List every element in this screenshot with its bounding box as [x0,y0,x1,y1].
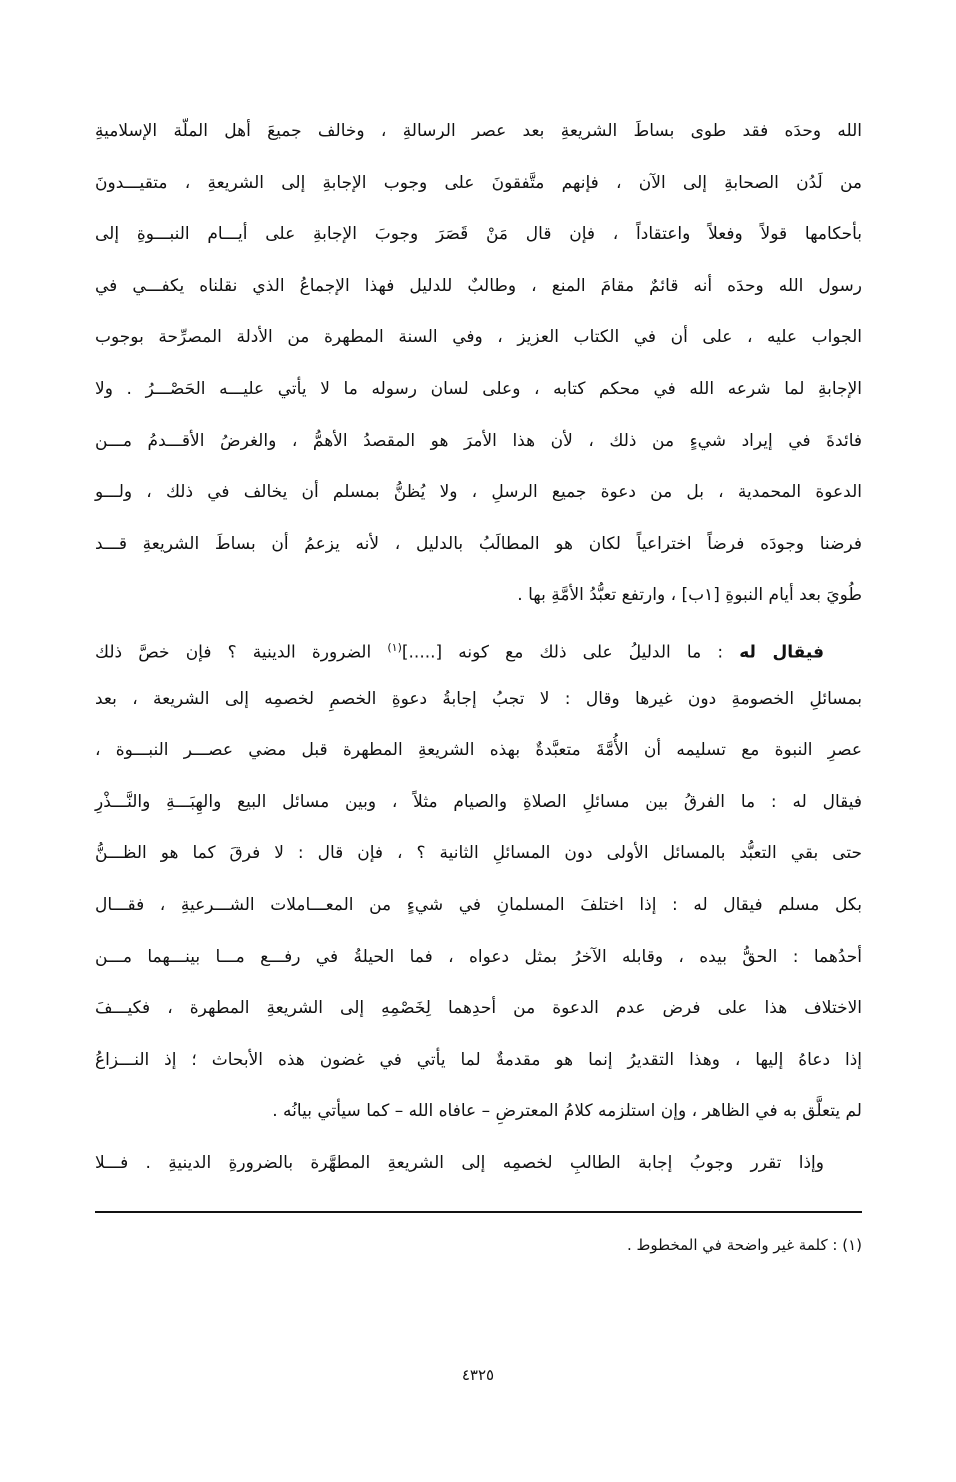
text-line: من لَدُن الصحابةِ إلى الآن ، فإنهم متَّفقونَ على وجوب الإجابةِ إلى الشريعةِ ، متقيـــدونَ [95,172,862,193]
text-line: حتى بقي التعبُّد بالمسائل الأولى دون المسائلِ الثانية ؟ ، فإن قال : لا فرقَ كما هو الظـــنُّ [95,843,862,864]
text-line: لم يتعلَّق به في الظاهر ، وإن استلزمه كلامُ المعترضِ – عافاه الله – كما سيأتي بيانُه . [272,1101,862,1122]
footnote-divider [95,1211,862,1213]
paragraph-start-line [95,622,862,674]
text-line: عصرِ النبوة مع تسليمه أن الأُمَّةَ متعبَّدةٌ بهذه الشريعةِ المطهرة قبل مضي عصـــر النبـــوة ، [95,740,862,761]
text-line: الجواب عليه ، على أن في الكتاب العزيز ، وفي السنة المطهرة من الأدلة المصرِّحة بوجوب [95,327,862,348]
text-line: فائدةَ في إيراد شيءٍ من ذلك ، لأن هذا الأمرَ هو المقصدُ الأهمُّ ، والغرضُ الأقـــدمُ مـــن [95,430,862,451]
text-line: بمسائلِ الخصومةِ دون غيرها وقال : لا تجبُ إجابةُ دعوةِ الخصمِ لخصمِه إلى الشريعة ، بعد [95,688,862,709]
text-segment: : ما الدليلُ على ذلك مع كونه [.....] [401,642,724,663]
text-line: الله وحدَه فقد طوى بساطَ الشريعةِ بعد عصر الرسالةِ ، وخالف جميعَ أهل الملّة الإسلاميةِ [95,121,862,141]
footnote-reference: (١) [387,640,402,654]
text-line: الدعوة المحمدية ، بل من دعوة جميع الرسلِ ، ولا يُظنُّ بمسلم أن يخالف في ذلك ، ولـــو [95,482,862,503]
text-line: فيقال له : ما الفرقُ بين مسائلِ الصلاةِ والصيام مثلاً ، وبين مسائل البيع والهِبَـــةِ والنَّـــذْرِ [95,791,862,812]
text-line: أحدُهما : الحقُّ بيده ، وقابله الآخرُ بمثل دعواه ، فما الحيلةُ في رفـــع مـــا بينـــهما مـــن [95,946,862,967]
text-line: بأحكامها قولاً وفعلاً واعتقاداً ، فإن قال مَنْ قَصَرَ وجوبَ الإجابةِ على أيـــام النبـــوةِ إلى [95,224,862,245]
footnote: (١) : كلمة غير واضحة في المخطوط . [626,1236,862,1254]
main-text [95,106,862,1189]
text-line: فرضنا وجودَه فرضاً اختراعياً لكان هو المطالَبُ بالدليل ، لأنه يزعمُ أن بساطَ الشريعةِ قـــد [95,533,862,554]
text-line: الاختلاف هذا على فرض عدم الدعوة من أحدِهما لِخَصْمِهِ إلى الشريعةِ المطهرة ، فكيـــفَ [95,998,862,1019]
text-line: بكل مسلم فيقال له : إذا اختلفَ المسلمانِ في شيءٍ من المعـــاملات الشـــرعيةِ ، فقـــال [95,894,862,915]
lead-phrase: فيقال له [739,642,824,663]
text-line: إذا دعاهُ إليها ، وهذا التقديرُ إنما هو مقدمةٌ لما يأتي في غضون هذه الأبحاث ؛ إذ النـــزاعُ [95,1049,862,1070]
text-segment: الضرورة الدينية ؟ فإن خصَّ ذلك [95,642,372,663]
text-line: طُويَ بعد أيام النبوةِ [١ب] ، وارتفع تعبُّدُ الأمَّةِ بها . [517,585,862,606]
text-line: الإجابةِ لما شرعه الله في محكم كتابه ، وعلى لسان رسوله ما لا يأتي عليـــه الحَصْـــرُ . ولا [95,378,862,399]
page-number: ٤٣٢٥ [461,1366,495,1384]
text-line: رسول الله وحدَه أنه قائمٌ مقامَ المنع ، وطالبٌ للدليل فهذا الإجماعُ الذي نقلناه يكفـــي في [95,275,862,296]
paragraph-start-line: وإذا تقرر وجوبُ إجابة الطالبِ لخصمِه إلى الشريعةِ المطهَّرة بالضرورةِ الدينيةِ . فـــلا [95,1152,824,1173]
